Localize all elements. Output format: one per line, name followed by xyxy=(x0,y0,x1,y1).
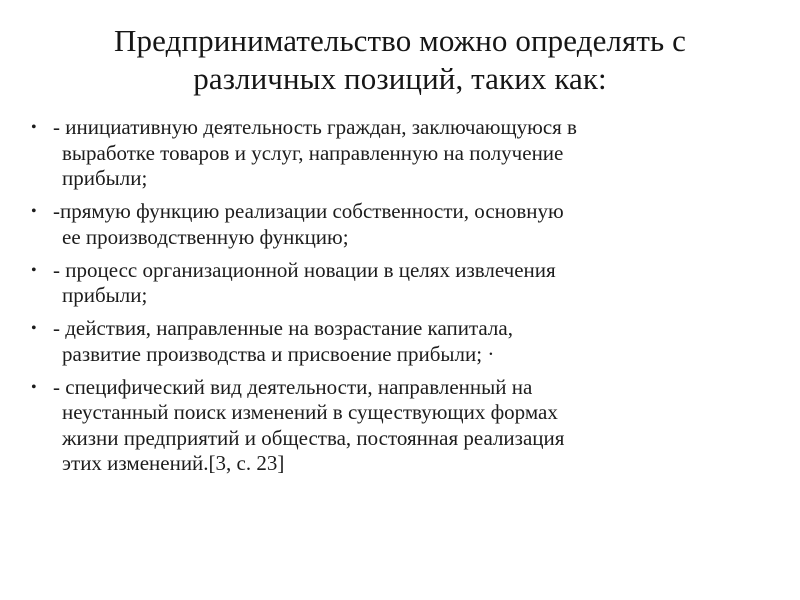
bullet-dot-icon: • xyxy=(31,320,37,337)
bullet-item xyxy=(31,115,771,192)
title-line: Предпринимательство можно определять с xyxy=(114,23,686,58)
title-line: различных позиций, таких как: xyxy=(193,61,607,96)
bullet-text-line: - процесс организационной новации в целях извлечения xyxy=(53,257,556,282)
slide-title xyxy=(30,22,770,98)
bullet-text-line: ее производственную функцию; xyxy=(62,224,349,249)
bullet-text-line: жизни предприятий и общества, постоянная реализация xyxy=(62,425,565,450)
bullet-dot-icon: • xyxy=(31,203,37,220)
bullet-item xyxy=(31,258,771,309)
bullet-list xyxy=(31,115,771,484)
bullet-text-line: этих изменений.[3, с. 23] xyxy=(62,451,285,475)
bullet-text-line: неустанный поиск изменений в существующих формах xyxy=(62,400,558,424)
bullet-text-line: выработке товаров и услуг, направленную на получение xyxy=(62,140,564,165)
bullet-item xyxy=(31,375,771,477)
bullet-text-line: прибыли; xyxy=(62,283,148,307)
bullet-text-line: - действия, направленные на возрастание капитала, xyxy=(53,316,513,340)
bullet-text-line: - специфический вид деятельности, направленный на xyxy=(53,374,533,399)
bullet-text-line: - инициативную деятельность граждан, заключающуюся в xyxy=(53,115,577,139)
bullet-dot-icon: • xyxy=(31,119,37,136)
bullet-item xyxy=(31,316,771,367)
bullet-text-line: развитие производства и присвоение прибыли; · xyxy=(62,341,495,366)
bullet-text-line: -прямую функцию реализации собственности, основную xyxy=(53,199,564,223)
bullet-dot-icon: • xyxy=(31,261,37,279)
bullet-text-line: прибыли; xyxy=(62,166,148,190)
bullet-item xyxy=(31,199,771,250)
bullet-dot-icon: • xyxy=(31,378,37,396)
